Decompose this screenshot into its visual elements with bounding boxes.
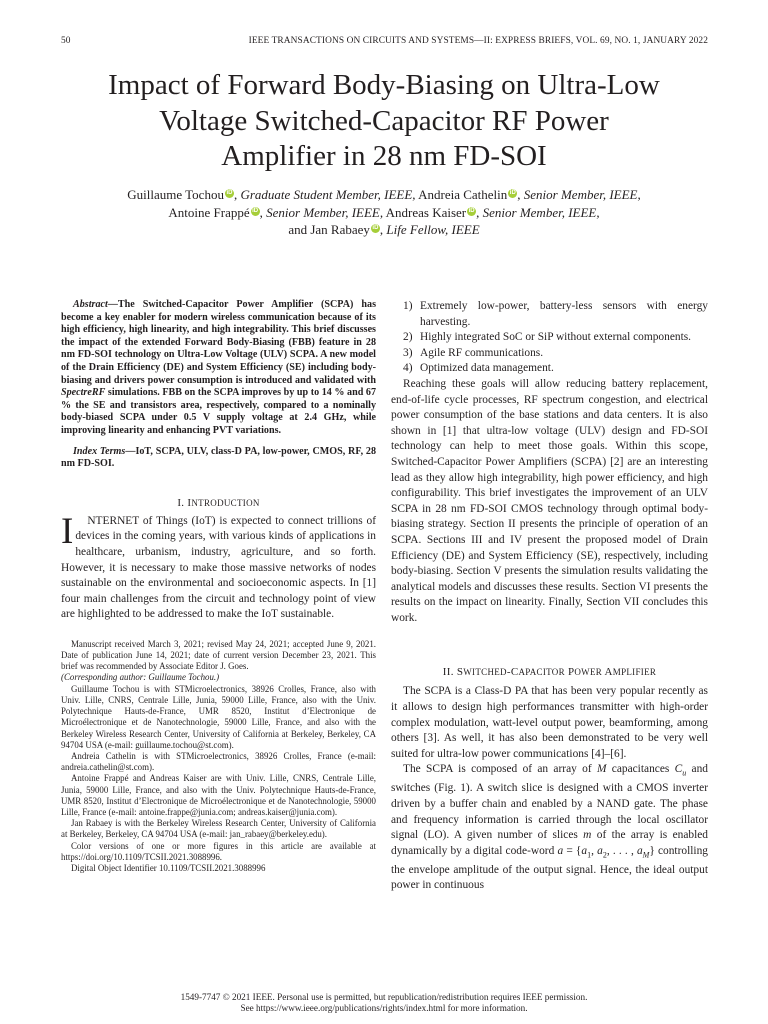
body-paragraph [391,762,708,893]
math-var: a [581,844,588,857]
text-run: of the array is enabled dynamically by a digital code-word [391,829,708,857]
math-subscript: 1 [587,849,592,859]
text-run: and switches (Fig. 1). A switch slice is designed with a CMOS inverter driven by a buffer chain and enabled by a NAND gate. The phase and frequency information is carried through the local oscillator signal (LO). A given number of slices [391,763,708,842]
math-var: a [597,844,603,857]
section-numeral: II. [442,666,454,679]
footnote: Jan Rabaey is with the Berkeley Wireless Research Center, University of California at Berkeley, Berkeley, CA 94704 USA (e-mail: jan_rabaey@berkeley.edu). [61,818,376,840]
intro-paragraph [61,510,376,623]
footnote: Digital Object Identifier 10.1109/TCSII.2021.3088996 [71,862,266,873]
abstract-text: —The Switched-Capacitor Power Amplifier (SCPA) has become a key enabler for modern wireless communication because of its high efficiency, high linearity, and high integrability. This brief discusses the impact of the extended Forward Body-Biasing (FBB) feature in 28 nm FD-SOI technology on Ultra-Low Voltage (ULV) SCPA. A new model of the Drain Efficiency (DE) and System Efficiency (SE) including body-biasing and drivers power consumption is introduced and validated with [61,299,376,386]
author-role: Senior Member, IEEE, [523,187,641,202]
title-line: Amplifier in 28 nm FD-SOI [221,140,547,172]
math-var: a [636,844,643,857]
author-name: Andreas Kaiser [385,204,467,220]
footnotes [61,639,376,874]
list-item [391,361,708,377]
abstract [61,299,376,438]
math-subscript: M [642,849,650,859]
author-name: Andreia Cathelin [418,187,508,202]
intro-text: NTERNET of Things (IoT) is expected to connect trillions of devices in the coming years, with various kinds of applications in healthcare, urbanism, industry, agriculture, and so forth. However, it is necessary to make those massive networks of nodes sustainable on the environmental and socioeconomic aspects. In [1] four main challenges from the circuit and technology point of view are highlighted to be addressed to make the IoT sustainable. [61,514,376,621]
math-op: = { [563,844,582,857]
author-name: Antoine Frappé [168,204,250,220]
list-text: Highly integrated SoC or SiP without external components. [420,331,692,344]
math-op: , [591,844,598,857]
math-var: M [596,763,607,776]
copyright-footer [40,992,728,1014]
page-number: 50 [61,36,71,46]
heading-rest: OWER [574,667,603,678]
drop-cap: I [61,510,74,552]
heading-cap: P [567,666,575,679]
math-subscript: u [682,768,687,778]
section-heading-rest: NTRODUCTION [191,497,260,508]
math-var: C [674,763,683,776]
orcid-icon[interactable]: iD [226,190,233,196]
footnote: Guillaume Tochou is with STMicroelectronics, 38926 Crolles, France, also with Univ. Lille, CNRS, Centrale Lille, Junia, 59000 Lille, France, also with the Univ. Polytechnique Hauts-de-France, UMR 8520, Institut d’Electronique de Microélectronique et de Nanotechnologie, 59000 Lille, France, and also with the Berkeley Wireless Research Center, University of California at Berkeley, Berkeley, CA 94704 USA (e-mail: guillaume.tochou@st.com). [61,683,376,750]
corresponding-author: (Corresponding author: Guillaume Tochou.) [61,672,220,683]
author-role: Senior Member, IEEE, [266,204,384,220]
list-text: Extremely low-power, battery-less sensors with energy harvesting. [420,300,708,328]
index-terms-label: Index Terms [73,445,126,457]
author-name: Guillaume Tochou [127,187,224,202]
footnote: Antoine Frappé and Andreas Kaiser are with Univ. Lille, CNRS, Centrale Lille, Junia, 59000 Lille, France, and also with the Univ. Polytechnique Hauts-de-France, UMR 8520, Institut d’Electronique de Microélectronique et de Nanotechnologie, 59000 Lille, France (e-mail: antoine.frappe@junia.com; andreas.kaiser@junia.com). [61,773,376,817]
paper-title [40,68,728,175]
index-terms [61,446,376,471]
body-paragraph: Reaching these goals will allow reducing battery replacement, end-of-life cycle processes, RF spectrum congestion, and electrical power consumption of the base stations and data centers. It is also shown in [1] that ultra-low voltage (ULV) design and FD-SOI technology can help to meet those goals. Within this scope, Switched-Capacitor Power Amplifiers (SCPA) [2] are an interesting lead as they allow high integrability, high power efficiency, and high configurability. This brief investigates the improvement of an ULV SCPA in 28 nm FD-SOI CMOS technology through optimal body-biasing strategy. Section II presents the principle of operation of an SCPA. Sections III and IV present the proposed model of Drain Efficiency (DE) and System Efficiency (SE), respectively, including body-biasing. Section V presents the simulation results validating the analytical models and discusses these results. Section VI presents the results on the impact on linearity. Finally, Section VII concludes this work. [391,377,708,624]
text-run: The SCPA is composed of an array of [403,763,597,776]
orcid-icon[interactable]: iD [509,190,516,196]
heading-rest: APACITOR [518,667,565,678]
author-list: Guillaume Tochou iD , Graduate Student Member, IEEE, Andreia Cathelin iD , Senior Member, IEEE, Antoine Frappé iD , Senior Member, IEEE, Andreas Kaiser iD , Senior Member, IEEE, and Jan Rabaey iD , Life Fellow, IEEE [127,187,641,237]
journal-header: IEEE TRANSACTIONS ON CIRCUITS AND SYSTEMS—II: EXPRESS BRIEFS, VOL. 69, NO. 1, JANUARY 2022 [248,36,708,46]
and-word: and [288,222,308,237]
author-name: Jan Rabaey [310,222,370,237]
list-item [391,330,708,346]
math-op: } [649,844,655,857]
text-run: capacitances [606,763,675,776]
rights-line: See https://www.ieee.org/publications/rights/index.html for more information. [240,1003,528,1013]
math-subscript: 2 [602,849,607,859]
list-number: 4) [403,362,413,375]
list-number: 1) [403,300,413,312]
footnote: Andreia Cathelin is with STMicroelectronics, 38926 Crolles, France (e-mail: andreia.cathelin@st.com). [61,750,376,773]
right-column [391,299,708,894]
author-role: Senior Member, IEEE, [482,204,600,220]
heading-cap: C [510,666,519,679]
heading-cap: A [604,666,613,679]
author-role: Graduate Student Member, IEEE, [240,187,416,202]
list-item [391,299,708,330]
heading-rest: WITCHED [463,667,507,678]
footnote [61,672,376,683]
text-run: controlling the envelope amplitude of the output signal. Hence, the ideal output power in continuous [391,844,708,892]
orcid-icon[interactable]: iD [372,225,379,231]
title-line: Voltage Switched-Capacitor RF Power [159,104,609,137]
abstract-tool: SpectreRF [61,387,106,399]
list-text: Agile RF communications. [420,346,544,359]
title-line: Impact of Forward Body-Biasing on Ultra-Low [108,69,660,101]
section-heading-cap: I [187,496,192,509]
footnote: Manuscript received March 3, 2021; revised May 24, 2021; accepted June 9, 2021. Date of publication June 14, 2021; date of current version December 23, 2021. This brief was recommended by Associate Editor J. Goes. [61,638,376,672]
left-column [61,299,376,874]
index-terms-text: —IoT, SCPA, ULV, class-D PA, low-power, CMOS, RF, 28 nm FD-SOI. [61,445,376,470]
abstract-label: Abstract [73,299,108,310]
list-number: 3) [403,346,413,359]
orcid-icon[interactable]: iD [252,207,259,214]
math-op: , . . . , [606,844,637,857]
math-var: m [583,829,592,842]
math-var: a [557,844,564,857]
list-number: 2) [403,331,413,344]
heading-cap: S [456,666,464,679]
author-role: Life Fellow, IEEE [386,222,480,237]
challenge-list [391,299,708,377]
heading-rest: MPLIFIER [612,667,657,678]
copyright-line: 1549-7747 © 2021 IEEE. Personal use is permitted, but republication/redistribution requires IEEE permission. [180,992,588,1002]
list-text: Optimized data management. [420,362,554,375]
section-heading [391,666,708,678]
body-paragraph: The SCPA is a Class-D PA that has been very popular recently as it allows to design high performances transmitter with high-order complex modulation, watt-level output power, beamforming, among others [3]. As well, it has also been demonstrated to be very well suited for ultra-low power communications [4]–[6]. [391,685,708,760]
heading-dash: - [506,666,511,679]
list-item [391,346,708,362]
orcid-icon[interactable]: iD [468,207,475,214]
footnote: Color versions of one or more figures in this article are available at https://doi.org/10.1109/TCSII.2021.3088996. [61,840,376,862]
section-heading [61,497,376,509]
section-numeral: I. [177,496,185,509]
abstract-text-2: simulations. FBB on the SCPA improves by up to 14 % and 67 % the SE and transistors area, respectively, compared to a nominally body-biased SCPA under 0.5 V supply voltage at 2.4 GHz, while improving linearity and enhancing PVT variations. [61,387,376,436]
